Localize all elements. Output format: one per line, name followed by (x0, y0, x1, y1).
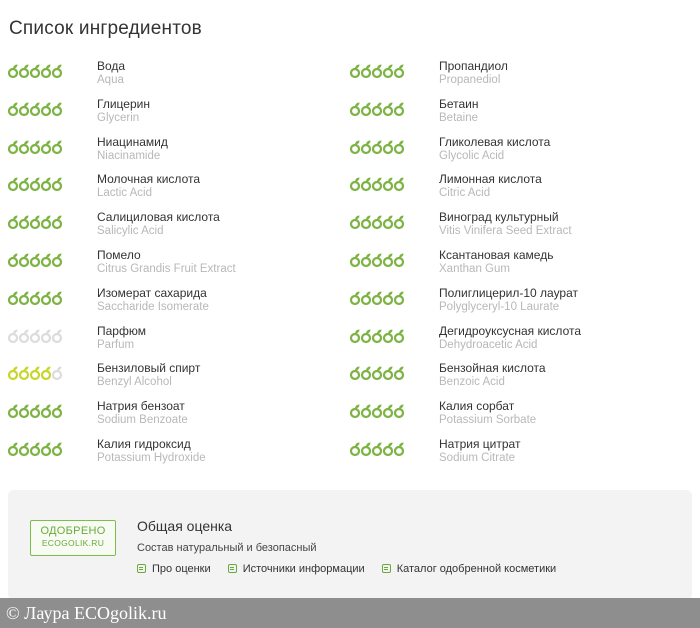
leaf-rating-icon (8, 252, 68, 268)
leaf-rating-icon (8, 101, 68, 117)
ingredient-row[interactable] (8, 134, 350, 166)
ingredient-name[interactable]: Ксантановая камедь (439, 248, 554, 262)
ingredient-row[interactable] (350, 323, 692, 355)
watermark-bar (0, 598, 700, 628)
ingredient-row[interactable] (8, 436, 350, 468)
leaf-rating-icon (8, 328, 68, 344)
leaf-rating-icon (350, 101, 410, 117)
ingredient-names (439, 324, 581, 352)
ingredient-latin-name: Vitis Vinifera Seed Extract (439, 225, 572, 238)
rating-icons (8, 139, 68, 155)
sources-link[interactable]: Источники информации (228, 563, 365, 575)
ingredient-row[interactable] (350, 285, 692, 317)
ingredient-latin-name: Parfum (97, 338, 135, 351)
leaf-rating-icon (350, 139, 410, 155)
about-ratings-link[interactable]: Про оценки (137, 563, 211, 575)
ingredient-row[interactable] (8, 247, 350, 279)
ingredient-names (439, 399, 536, 427)
ingredient-row[interactable] (350, 360, 692, 392)
ingredient-name[interactable]: Глицерин (97, 96, 150, 111)
watermark-text: © Лаура ECOgolik.ru (6, 603, 167, 623)
ingredient-names (97, 248, 236, 276)
rating-icons (350, 139, 410, 155)
ingredient-row[interactable] (350, 171, 692, 203)
leaf-rating-icon (8, 176, 68, 192)
ingredient-row[interactable] (8, 209, 350, 241)
ingredient-row[interactable] (8, 171, 350, 203)
ingredient-name[interactable]: Вода (97, 59, 126, 73)
ingredient-row[interactable] (350, 247, 692, 279)
ingredient-names (97, 399, 188, 427)
rating-icons (8, 290, 68, 306)
ingredient-row[interactable] (350, 436, 692, 468)
ingredient-latin-name: Aqua (97, 74, 124, 86)
ingredient-row[interactable] (350, 398, 692, 430)
ingredient-latin-name: Propanediol (439, 74, 501, 86)
leaf-rating-icon (350, 403, 410, 419)
ingredient-name[interactable]: Лимонная кислота (439, 172, 542, 187)
rating-icons (350, 176, 410, 192)
ingredient-row[interactable] (8, 96, 350, 128)
approved-badge-title: ОДОБРЕНО (40, 525, 106, 537)
ingredient-row[interactable] (8, 360, 350, 392)
leaf-rating-icon (8, 63, 68, 79)
ingredient-latin-name: Potassium Sorbate (439, 414, 537, 427)
ingredient-names (439, 210, 572, 238)
leaf-rating-icon (8, 403, 68, 419)
approved-badge (30, 520, 116, 556)
approved-badge-site: ECOGOLIK.RU (41, 538, 105, 548)
ingredient-latin-name: Xanthan Gum (439, 263, 510, 275)
ingredient-row[interactable] (8, 398, 350, 430)
ingredient-name[interactable]: Пропандиол (439, 59, 508, 73)
ingredient-latin-name: Glycolic Acid (439, 149, 505, 162)
ingredient-name[interactable]: Виноград культурный (439, 210, 559, 225)
leaf-rating-icon (350, 365, 410, 381)
ingredient-names (439, 135, 550, 163)
ingredient-names (439, 172, 542, 200)
rating-icons (8, 176, 68, 192)
ingredient-latin-name: Citrus Grandis Fruit Extract (97, 263, 236, 275)
ingredient-latin-name: Sodium Citrate (439, 452, 516, 464)
ingredient-names (97, 135, 168, 163)
ingredient-name[interactable]: Калия сорбат (439, 399, 515, 414)
ingredient-name[interactable]: Дегидроуксусная кислота (439, 323, 582, 338)
rating-icons (350, 441, 410, 457)
ingredient-latin-name: Salicylic Acid (97, 225, 164, 238)
leaf-rating-icon (350, 252, 410, 268)
ingredient-names (439, 97, 479, 125)
ingredient-row[interactable] (350, 209, 692, 241)
ingredient-name[interactable]: Молочная кислота (97, 172, 201, 187)
ingredient-name[interactable]: Калия гидроксид (97, 437, 191, 451)
ingredient-name[interactable]: Помело (97, 248, 141, 262)
rating-icons (8, 252, 68, 268)
info-links (137, 563, 570, 575)
ingredient-names (97, 324, 146, 352)
ingredient-latin-name: Lactic Acid (97, 187, 152, 200)
ingredient-name[interactable]: Натрия бензоат (97, 399, 185, 414)
ingredient-names (97, 97, 150, 125)
ingredient-name[interactable]: Парфюм (97, 323, 146, 338)
ingredient-latin-name: Benzoic Acid (439, 376, 505, 389)
rating-icons (350, 63, 410, 79)
ingredient-latin-name: Citric Acid (439, 187, 491, 200)
rating-icons (8, 403, 68, 419)
ingredient-latin-name: Dehydroacetic Acid (439, 338, 538, 351)
ingredient-latin-name: Betaine (439, 111, 479, 124)
ingredient-row[interactable] (350, 58, 692, 90)
rating-icons (8, 441, 68, 457)
leaf-rating-icon (350, 290, 410, 306)
ingredient-latin-name: Niacinamide (97, 149, 161, 162)
leaf-rating-icon (8, 365, 68, 381)
ingredient-name[interactable]: Бетаин (439, 96, 479, 111)
rating-icons (350, 290, 410, 306)
ingredient-names (97, 172, 200, 200)
ingredient-row[interactable] (8, 285, 350, 317)
ingredient-name[interactable]: Бензиловый спирт (97, 361, 201, 376)
ingredient-latin-name: Potassium Hydroxide (97, 452, 206, 464)
ingredient-latin-name: Sodium Benzoate (97, 414, 188, 427)
ingredient-row[interactable] (350, 96, 692, 128)
ingredient-names (97, 437, 206, 465)
rating-icons (350, 252, 410, 268)
document-icon (382, 564, 391, 573)
leaf-rating-icon (8, 139, 68, 155)
leaf-rating-icon (8, 290, 68, 306)
ingredient-names (439, 437, 520, 465)
leaf-rating-icon (8, 441, 68, 457)
ingredient-names (97, 210, 220, 238)
rating-icons (8, 328, 68, 344)
leaf-rating-icon (350, 214, 410, 230)
catalog-link[interactable]: Каталог одобренной косметики (382, 563, 556, 575)
ingredient-name[interactable]: Изомерат сахарида (97, 285, 207, 300)
ingredient-names (97, 286, 209, 314)
rating-icons (350, 328, 410, 344)
ingredient-name[interactable]: Салициловая кислота (97, 210, 220, 225)
leaf-rating-icon (350, 63, 410, 79)
ingredient-latin-name: Glycerin (97, 111, 140, 124)
rating-icons (350, 403, 410, 419)
rating-icons (8, 365, 68, 381)
ingredient-names (439, 248, 553, 276)
ingredient-latin-name: Polyglyceryl-10 Laurate (439, 300, 560, 313)
overall-rating-title: Общая оценка (137, 518, 233, 534)
ingredient-row[interactable] (350, 134, 692, 166)
rating-icons (8, 101, 68, 117)
ingredient-name[interactable]: Полиглицерил-10 лаурат (439, 285, 579, 300)
leaf-rating-icon (350, 176, 410, 192)
ingredient-names (439, 59, 508, 87)
leaf-rating-icon (350, 441, 410, 457)
rating-icons (350, 101, 410, 117)
rating-icons (350, 365, 410, 381)
ingredient-latin-name: Benzyl Alcohol (97, 376, 172, 389)
page-title: Список ингредиентов (9, 18, 202, 39)
ingredient-row[interactable] (8, 323, 350, 355)
rating-icons (350, 214, 410, 230)
overall-rating-text: Состав натуральный и безопасный (137, 542, 317, 554)
rating-icons (8, 214, 68, 230)
document-icon (228, 564, 237, 573)
document-icon (137, 564, 146, 573)
ingredient-latin-name: Saccharide Isomerate (97, 300, 209, 313)
leaf-rating-icon (8, 214, 68, 230)
ingredient-names (97, 361, 200, 389)
ingredient-name[interactable]: Натрия цитрат (439, 437, 521, 451)
ingredient-name[interactable]: Гликолевая кислота (439, 134, 551, 149)
overall-rating-panel (8, 490, 692, 600)
ingredient-names (439, 286, 578, 314)
ingredient-name[interactable]: Бензойная кислота (439, 361, 546, 376)
ingredient-names (97, 59, 125, 87)
ingredient-names (439, 361, 546, 389)
rating-icons (8, 63, 68, 79)
leaf-rating-icon (350, 328, 410, 344)
ingredient-name[interactable]: Ниацинамид (97, 134, 168, 149)
ingredient-row[interactable] (8, 58, 350, 90)
